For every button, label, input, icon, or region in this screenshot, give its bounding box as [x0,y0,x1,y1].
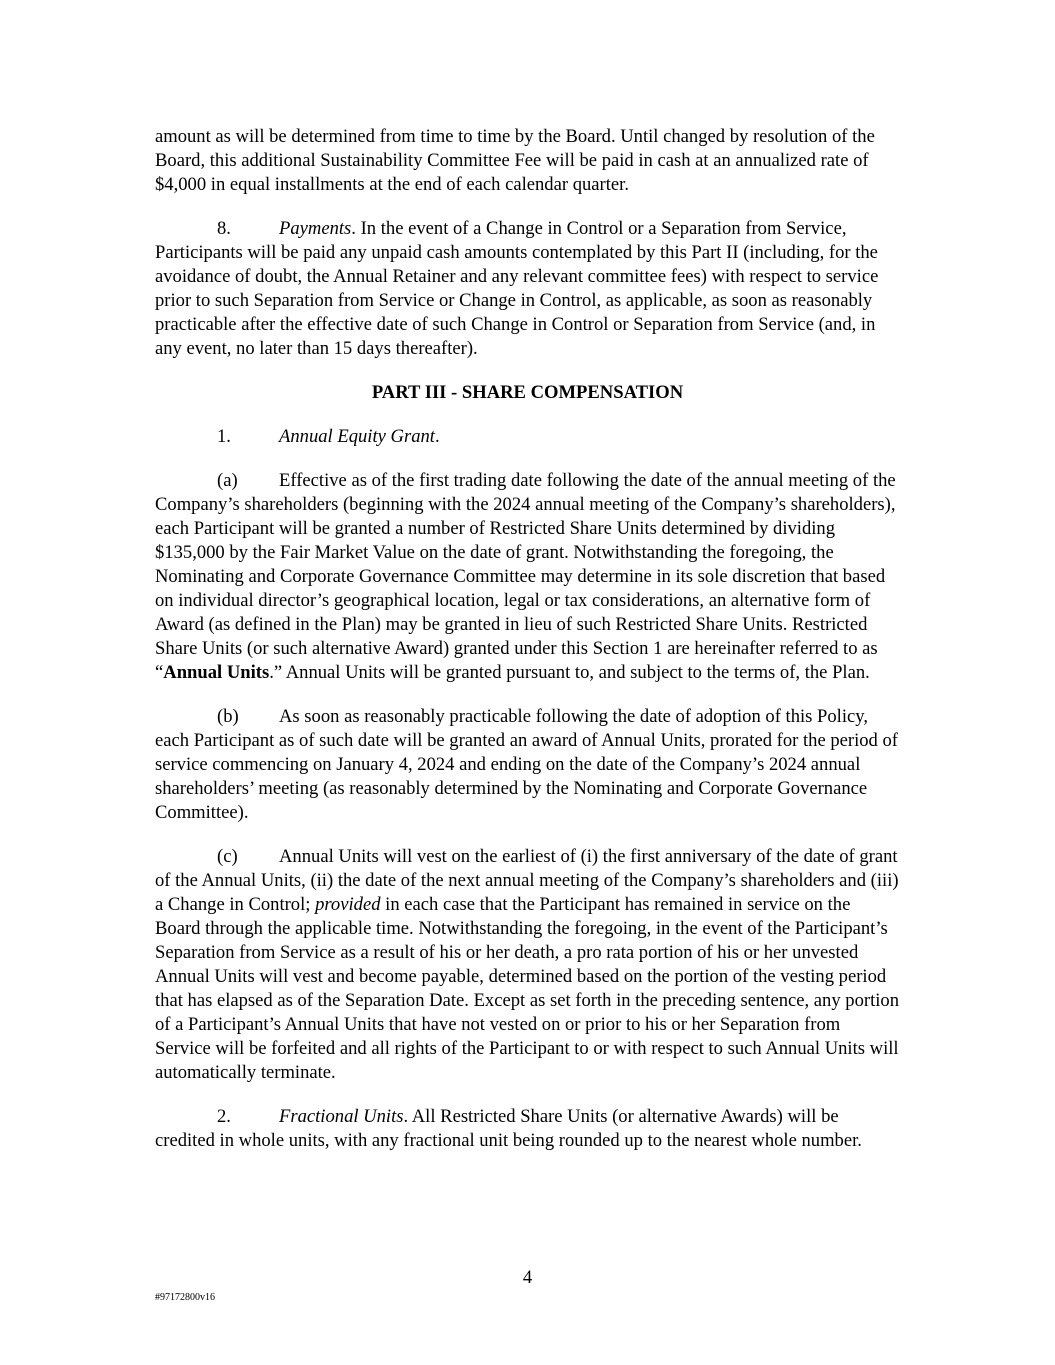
paragraph-number: 1. [217,426,231,447]
page-number: 4 [522,1267,533,1288]
paragraph-text: . All Restricted Share Units (or alternative Awards) will be credited in whole units, with any fractional unit being rounded up to the nearest whole number. [155,1106,862,1151]
paragraph-text: amount as will be determined from time to time by the Board. Until changed by resolution of the Board, this additional Sustainability Committee Fee will be paid in cash at an annualized rate of $4,000 in equal installments at the end of each calendar quarter. [155,126,875,195]
paragraph-fractional-units [155,1105,900,1153]
paragraph-sustainability-fee [155,125,900,197]
paragraph-title: Annual Equity Grant [279,426,435,447]
paragraph-text-after: in each case that the Participant has remained in service on the Board through the applicable time. Notwithstanding the foregoing, in the event of the Participant’s Separation from Service as a result of his or her death, a pro rata portion of his or her unvested Annual Units will vest and become payable, determined based on the portion of the vesting period that has elapsed as of the Separation Date. Except as set forth in the preceding sentence, any portion of a Participant’s Annual Units that have not vested on or prior to his or her Separation from Service will be forfeited and all rights of the Participant to or with respect to such Annual Units will automatically terminate. [155,894,900,1083]
paragraph-text: . [434,426,440,447]
paragraph-text: . In the event of a Change in Control or a Separation from Service, Participants will be paid any unpaid cash amounts contemplated by this Part II (including, for the avoidance of doubt, the Annual Retainer and any relevant committee fees) with respect to service prior to such Separation from Service or Change in Control, as applicable, as soon as reasonably practicable after the effective date of such Change in Control or Separation from Service (and, in any event, no later than 15 days thereafter). [155,218,879,359]
document-id: #97172800v16 [155,1292,215,1303]
document-body [155,125,900,1173]
paragraph-b [155,705,900,825]
paragraph-number: 8. [217,218,231,239]
paragraph-title: Fractional Units [279,1106,404,1127]
paragraph-payments [155,217,900,361]
paragraph-text: As soon as reasonably practicable following the date of adoption of this Policy, each Participant as of such date will be granted an award of Annual Units, prorated for the period of service commencing on January 4, 2024 and ending on the date of the Company’s 2024 annual shareholders’ meeting (as reasonably determined by the Nominating and Corporate Governance Committee). [155,706,898,823]
section-heading: PART III - SHARE COMPENSATION [371,382,684,403]
paragraph-number: (b) [217,706,239,727]
paragraph-a [155,469,900,685]
paragraph-text-after: .” Annual Units will be granted pursuant to, and subject to the terms of, the Plan. [269,662,870,683]
paragraph-title: Payments [279,218,352,239]
paragraph-number: 2. [217,1106,231,1127]
paragraph-c [155,845,900,1085]
paragraph-annual-equity-grant [155,425,900,449]
emphasis-text: provided [315,894,381,915]
paragraph-number: (a) [217,470,238,491]
defined-term: Annual Units [163,662,270,683]
paragraph-text: Effective as of the first trading date following the date of the annual meeting of the Company’s shareholders (beginning with the 2024 annual meeting of the Company’s shareholders), each Participant will be granted a number of Restricted Share Units determined by dividing $135,000 by the Fair Market Value on the date of grant. Notwithstanding the foregoing, the Nominating and Corporate Governance Committee may determine in its sole discretion that based on individual director’s geographical location, legal or tax considerations, an alternative form of Award (as defined in the Plan) may be granted in lieu of such Restricted Share Units. Restricted Share Units (or such alternative Award) granted under this Section 1 are hereinafter referred to as “ [155,470,896,683]
paragraph-number: (c) [217,846,238,867]
paragraph-text: Annual Units will vest on the earliest of (i) the first anniversary of the date of grant of the Annual Units, (ii) the date of the next annual meeting of the Company’s shareholders and (iii) a Change in Control; [155,846,899,915]
